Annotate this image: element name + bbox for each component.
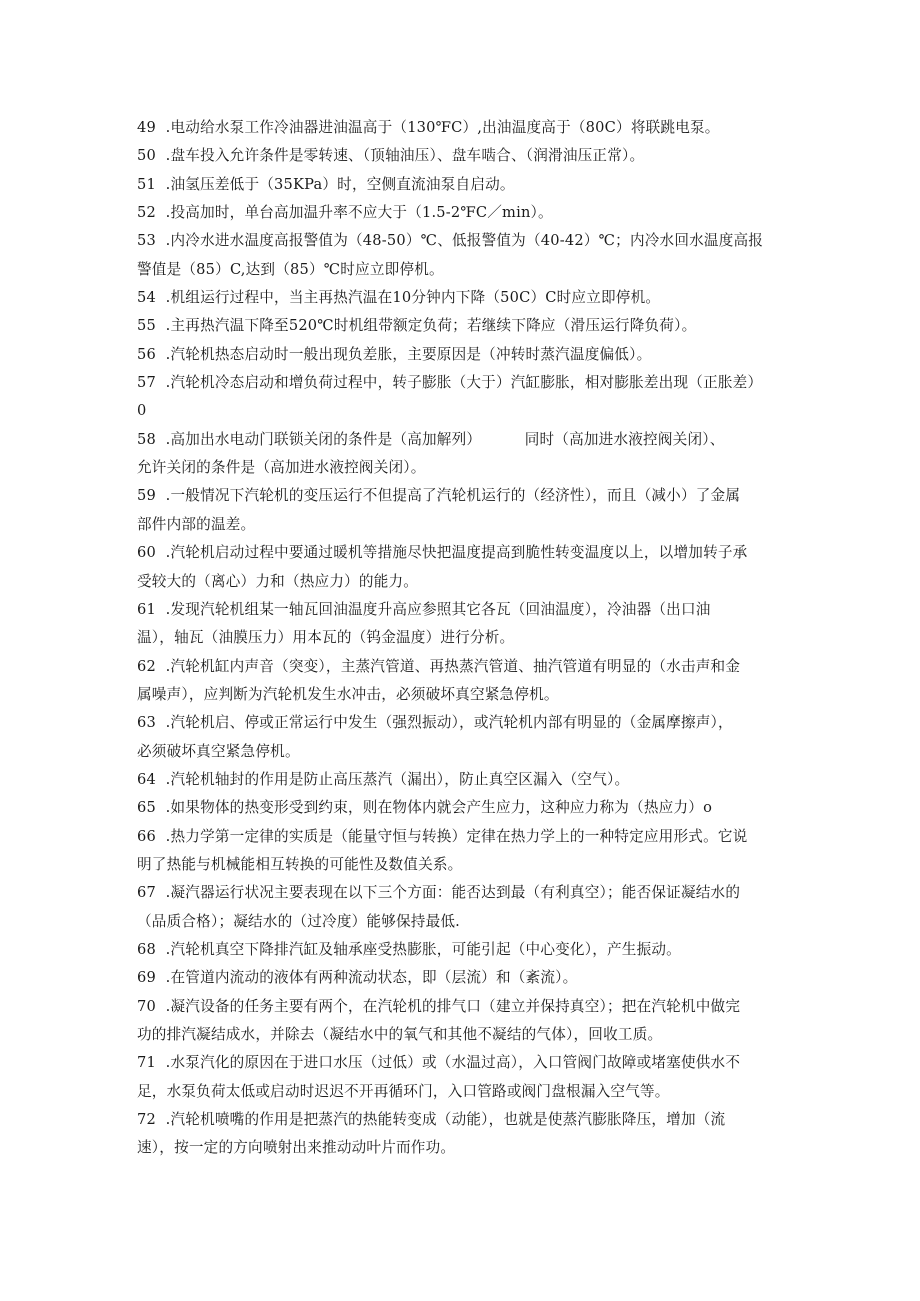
question-line: 71 .水泵汽化的原因在于进口水压（过低）或（水温过高），入口管阀门故障或堵塞使供水不 bbox=[137, 1054, 741, 1072]
question-line: 明了热能与机械能相互转换的可能性及数值关系。 bbox=[137, 855, 463, 873]
document-body bbox=[137, 117, 797, 1166]
question-line: 58 .高加出水电动门联锁关闭的条件是（高加解列） 同时（高加进水液控阀关闭）、 bbox=[137, 430, 725, 448]
question-item bbox=[137, 287, 797, 315]
question-line: 53 .内冷水进水温度高报警值为（48-50）℃、低报警值为（40-42）℃；内冷水回水温度高报 bbox=[137, 232, 764, 250]
question-item bbox=[137, 202, 797, 230]
question-item bbox=[137, 429, 797, 486]
question-item bbox=[137, 230, 797, 287]
question-item bbox=[137, 174, 797, 202]
question-line: 72 .汽轮机喷嘴的作用是把蒸汽的热能转变成（动能），也就是使蒸汽膨胀降压，增加（流 bbox=[137, 1111, 726, 1129]
question-item bbox=[137, 797, 797, 825]
question-item bbox=[137, 542, 797, 599]
question-line: 61 .发现汽轮机组某一轴瓦回油温度升高应参照其它各瓦（回油温度），冷油器（出口油 bbox=[137, 600, 711, 618]
question-item bbox=[137, 967, 797, 995]
question-item bbox=[137, 485, 797, 542]
question-line: 51 .油氢压差低于（35KPa）时，空侧直流油泵自启动。 bbox=[137, 175, 515, 193]
question-line: 67 .凝汽器运行状况主要表现在以下三个方面：能否达到最（有利真空）；能否保证凝结水的 bbox=[137, 884, 741, 902]
question-item bbox=[137, 372, 797, 429]
question-line: 69 .在管道内流动的液体有两种流动状态，即（层流）和（紊流）。 bbox=[137, 969, 578, 987]
question-line: 允许关闭的条件是（高加进水液控阀关闭）。 bbox=[137, 459, 426, 477]
question-line: 64 .汽轮机轴封的作用是防止高压蒸汽（漏出），防止真空区漏入（空气）。 bbox=[137, 770, 630, 788]
question-item bbox=[137, 769, 797, 797]
question-item bbox=[137, 656, 797, 713]
question-line: 62 .汽轮机缸内声音（突变），主蒸汽管道、再热蒸汽管道、抽汽管道有明显的（水击声和金 bbox=[137, 657, 741, 675]
question-line: 54 .机组运行过程中，当主再热汽温在10分钟内下降（50C）C时应立即停机。 bbox=[137, 289, 661, 307]
question-line: 50 .盘车投入允许条件是零转速、（顶轴油压）、盘车啮合、（润滑油压正常）。 bbox=[137, 147, 645, 165]
question-item bbox=[137, 1052, 797, 1109]
question-line: （品质合格）；凝结水的（过冷度）能够保持最低. bbox=[137, 912, 461, 930]
question-line: 66 .热力学第一定律的实质是（能量守恒与转换）定律在热力学上的一种特定应用形式。它说 bbox=[137, 827, 748, 845]
question-line: 功的排汽凝结成水，并除去（凝结水中的氧气和其他不凝结的气体），回收工质。 bbox=[137, 1026, 663, 1043]
question-line: 65 .如果物体的热变形受到约束，则在物体内就会产生应力，这种应力称为（热应力）o bbox=[137, 799, 713, 817]
question-item bbox=[137, 1109, 797, 1166]
question-item bbox=[137, 826, 797, 883]
question-line: 52 .投高加时，单台高加温升率不应大于（1.5-2℉C／min）。 bbox=[137, 204, 553, 222]
question-line: 60 .汽轮机启动过程中要通过暖机等措施尽快把温度提高到脆性转变温度以上，以增加转子承 bbox=[137, 544, 748, 562]
question-line: 68 .汽轮机真空下降排汽缸及轴承座受热膨胀，可能引起（中心变化），产生振动。 bbox=[137, 940, 681, 958]
question-line: 温），轴瓦（油膜压力）用本瓦的（钨金温度）进行分析。 bbox=[137, 629, 515, 647]
question-line: 受较大的（离心）力和（热应力）的能力。 bbox=[137, 572, 419, 590]
question-line: 警值是（85）C,达到（85）℃时应立即停机。 bbox=[137, 260, 444, 278]
question-item bbox=[137, 712, 797, 769]
question-item bbox=[137, 145, 797, 173]
question-item bbox=[137, 315, 797, 343]
question-line: 55 .主再热汽温下降至520℃时机组带额定负荷；若继续下降应（滑压运行降负荷）。 bbox=[137, 317, 697, 335]
question-item bbox=[137, 117, 797, 145]
question-line: 70 .凝汽设备的任务主要有两个，在汽轮机的排气口（建立并保持真空）；把在汽轮机中做完 bbox=[137, 997, 741, 1015]
question-line: 部件内部的温差。 bbox=[137, 515, 256, 533]
question-line: 足，水泵负荷太低或启动时迟迟不开再循环门，入口管路或阀门盘根漏入空气等。 bbox=[137, 1082, 670, 1100]
question-item bbox=[137, 344, 797, 372]
question-item bbox=[137, 996, 797, 1053]
question-line: 57 .汽轮机冷态启动和增负荷过程中，转子膨胀（大于）汽缸膨胀，相对膨胀差出现（正胀差） bbox=[137, 374, 763, 392]
question-line: 63 .汽轮机启、停或正常运行中发生（强烈振动），或汽轮机内部有明显的（金属摩擦声）， bbox=[137, 714, 733, 732]
question-line: 属噪声），应判断为汽轮机发生水冲击，必须破坏真空紧急停机。 bbox=[137, 685, 559, 703]
question-line: 59 .一般情况下汽轮机的变压运行不但提高了汽轮机运行的（经济性），而且（减小）了金属 bbox=[137, 487, 741, 505]
question-line: 速），按一定的方向喷射出来推动动叶片而作功。 bbox=[137, 1139, 456, 1157]
question-item bbox=[137, 599, 797, 656]
question-line: 56 .汽轮机热态启动时一般出现负差胀，主要原因是（冲转时蒸汽温度偏低）。 bbox=[137, 345, 652, 363]
question-line: 0 bbox=[137, 402, 147, 420]
question-line: 49 .电动给水泵工作冷油器进油温高于（130℉C）,出油温度高于（80C）将联跳电泵。 bbox=[137, 119, 720, 136]
question-item bbox=[137, 939, 797, 967]
question-item bbox=[137, 882, 797, 939]
question-line: 必须破坏真空紧急停机。 bbox=[137, 742, 300, 760]
